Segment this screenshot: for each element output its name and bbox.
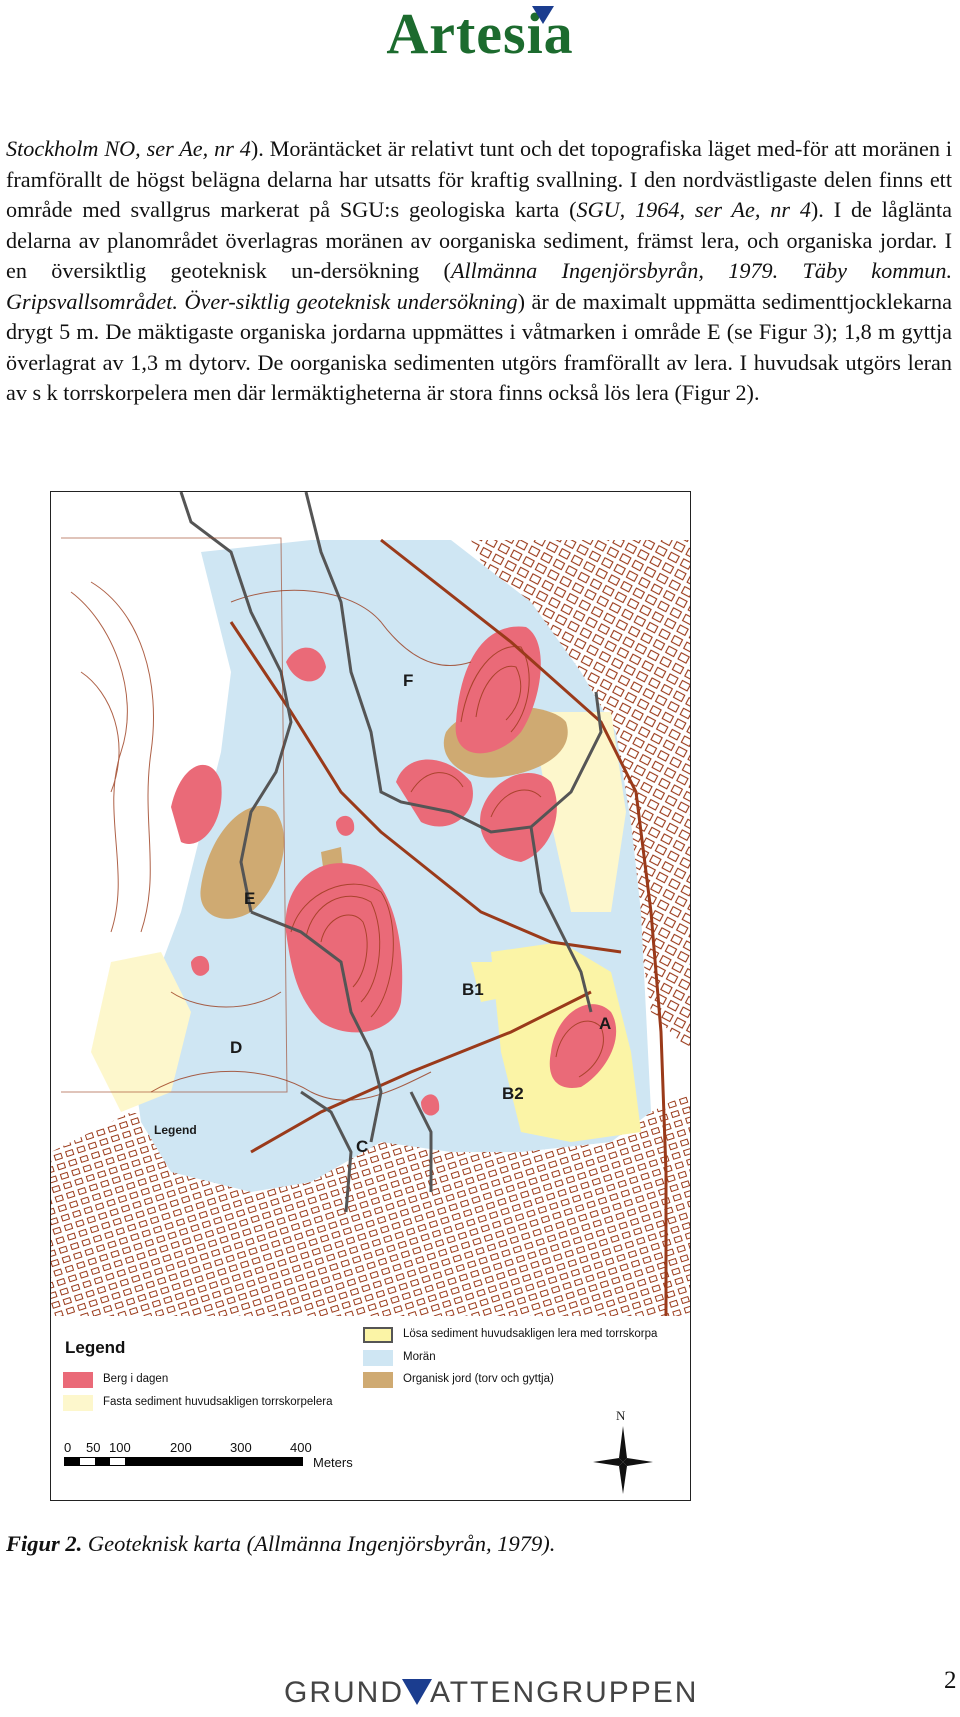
scale-number: 100 [109, 1440, 131, 1455]
north-arrow-icon [590, 1406, 660, 1496]
footer-text: GRUND [284, 1676, 404, 1709]
body-text [6, 134, 952, 409]
area-label-d: D [230, 1038, 243, 1057]
page-number: 2 [944, 1667, 957, 1694]
figure-caption-text: Geoteknisk karta (Allmänna Ingenjörsbyrån, 1979). [82, 1531, 556, 1556]
area-label-a: A [599, 1014, 612, 1033]
scale-number: 300 [230, 1440, 252, 1455]
area-label-f: F [403, 671, 414, 690]
area-label-b2: B2 [502, 1084, 524, 1103]
logo-triangle-icon [532, 6, 554, 24]
citation: Stockholm NO, ser Ae, nr 4 [6, 136, 251, 161]
figure-number: Figur 2. [6, 1531, 83, 1556]
legend-swatch-rock [63, 1372, 93, 1388]
text-run: ) är de maximalt uppmätta sedimenttjocklekarna drygt 5 m. De mäktigaste organiska jordarna uppmättes i våtmarken i område E (se Figur 3); 1,8 m gyttja överlagrat av 1,3 m dytorv. De oorganiska sedimenten utgörs framförallt av lera. I huvudsak utgörs leran av s k torrskorpelera men där lermäktigheterna är stora finns också lös lera (Figur 2). [6, 288, 952, 405]
figure-caption [6, 1531, 555, 1557]
legend-swatch-firm [63, 1395, 93, 1411]
citation: Allmänna Ingenjörsbyrån, 1979. Täby kommun. Gripsvallsområdet. Över-siktlig geoteknisk undersökning [6, 258, 952, 314]
scale-number: 400 [290, 1440, 312, 1455]
map-drawing [51, 492, 690, 1316]
legend-label-rock: Berg i dagen [103, 1373, 169, 1385]
legend-swatch-soft [363, 1327, 393, 1343]
text-run: ). I de låglänta delarna av planområdet överlagras moränen av oorganiska sediment, främst lera, och organiska jordar. I en översiktlig geoteknisk un-dersökning ( [6, 197, 952, 283]
north-label: N [616, 1408, 626, 1423]
footer-triangle-icon [402, 1679, 432, 1705]
text-run: ). Moräntäcket är relativt tunt och det topografiska läget med-för att moränen i framförallt de högst belägna delarna har utsatts för kraftig svallning. I den nordvästligaste delen finns ett område med svallgrus markerat på SGU:s geologiska karta ( [6, 136, 953, 222]
scale-number: 0 [64, 1440, 72, 1455]
legend-label-moraine: Morän [403, 1351, 436, 1363]
artesia-logo [0, 0, 960, 67]
legend-label-soft: Lösa sediment huvudsakligen lera med torrskorpa [403, 1328, 658, 1340]
map-legend [51, 1316, 690, 1500]
citation: SGU, 1964, ser Ae, nr 4 [576, 197, 811, 222]
geotechnical-map-figure [50, 491, 691, 1501]
area-label-c: C [356, 1137, 369, 1156]
scale-number: 50 [86, 1440, 101, 1455]
area-label-e: E [244, 889, 256, 908]
legend-title: Legend [65, 1338, 126, 1357]
legend-swatch-moraine [363, 1350, 393, 1366]
scale-number: 200 [170, 1440, 192, 1455]
body-paragraph [6, 134, 952, 409]
scale-unit: Meters [313, 1455, 353, 1470]
map-inner-legend-label: Legend [154, 1123, 197, 1137]
legend-swatch-organic [363, 1372, 393, 1388]
legend-label-organic: Organisk jord (torv och gyttja) [403, 1373, 554, 1385]
scale-bar-segment [80, 1458, 95, 1465]
area-label-b1: B1 [462, 980, 484, 999]
scale-bar-segment [110, 1458, 125, 1465]
scale-bar [64, 1457, 303, 1466]
grundvattengruppen-logo [284, 1676, 698, 1710]
legend-label-firm: Fasta sediment huvudsakligen torrskorpelera [103, 1396, 333, 1408]
logo-text: Artesia [386, 1, 574, 66]
footer-text: ATTENGRUPPEN [430, 1676, 699, 1709]
